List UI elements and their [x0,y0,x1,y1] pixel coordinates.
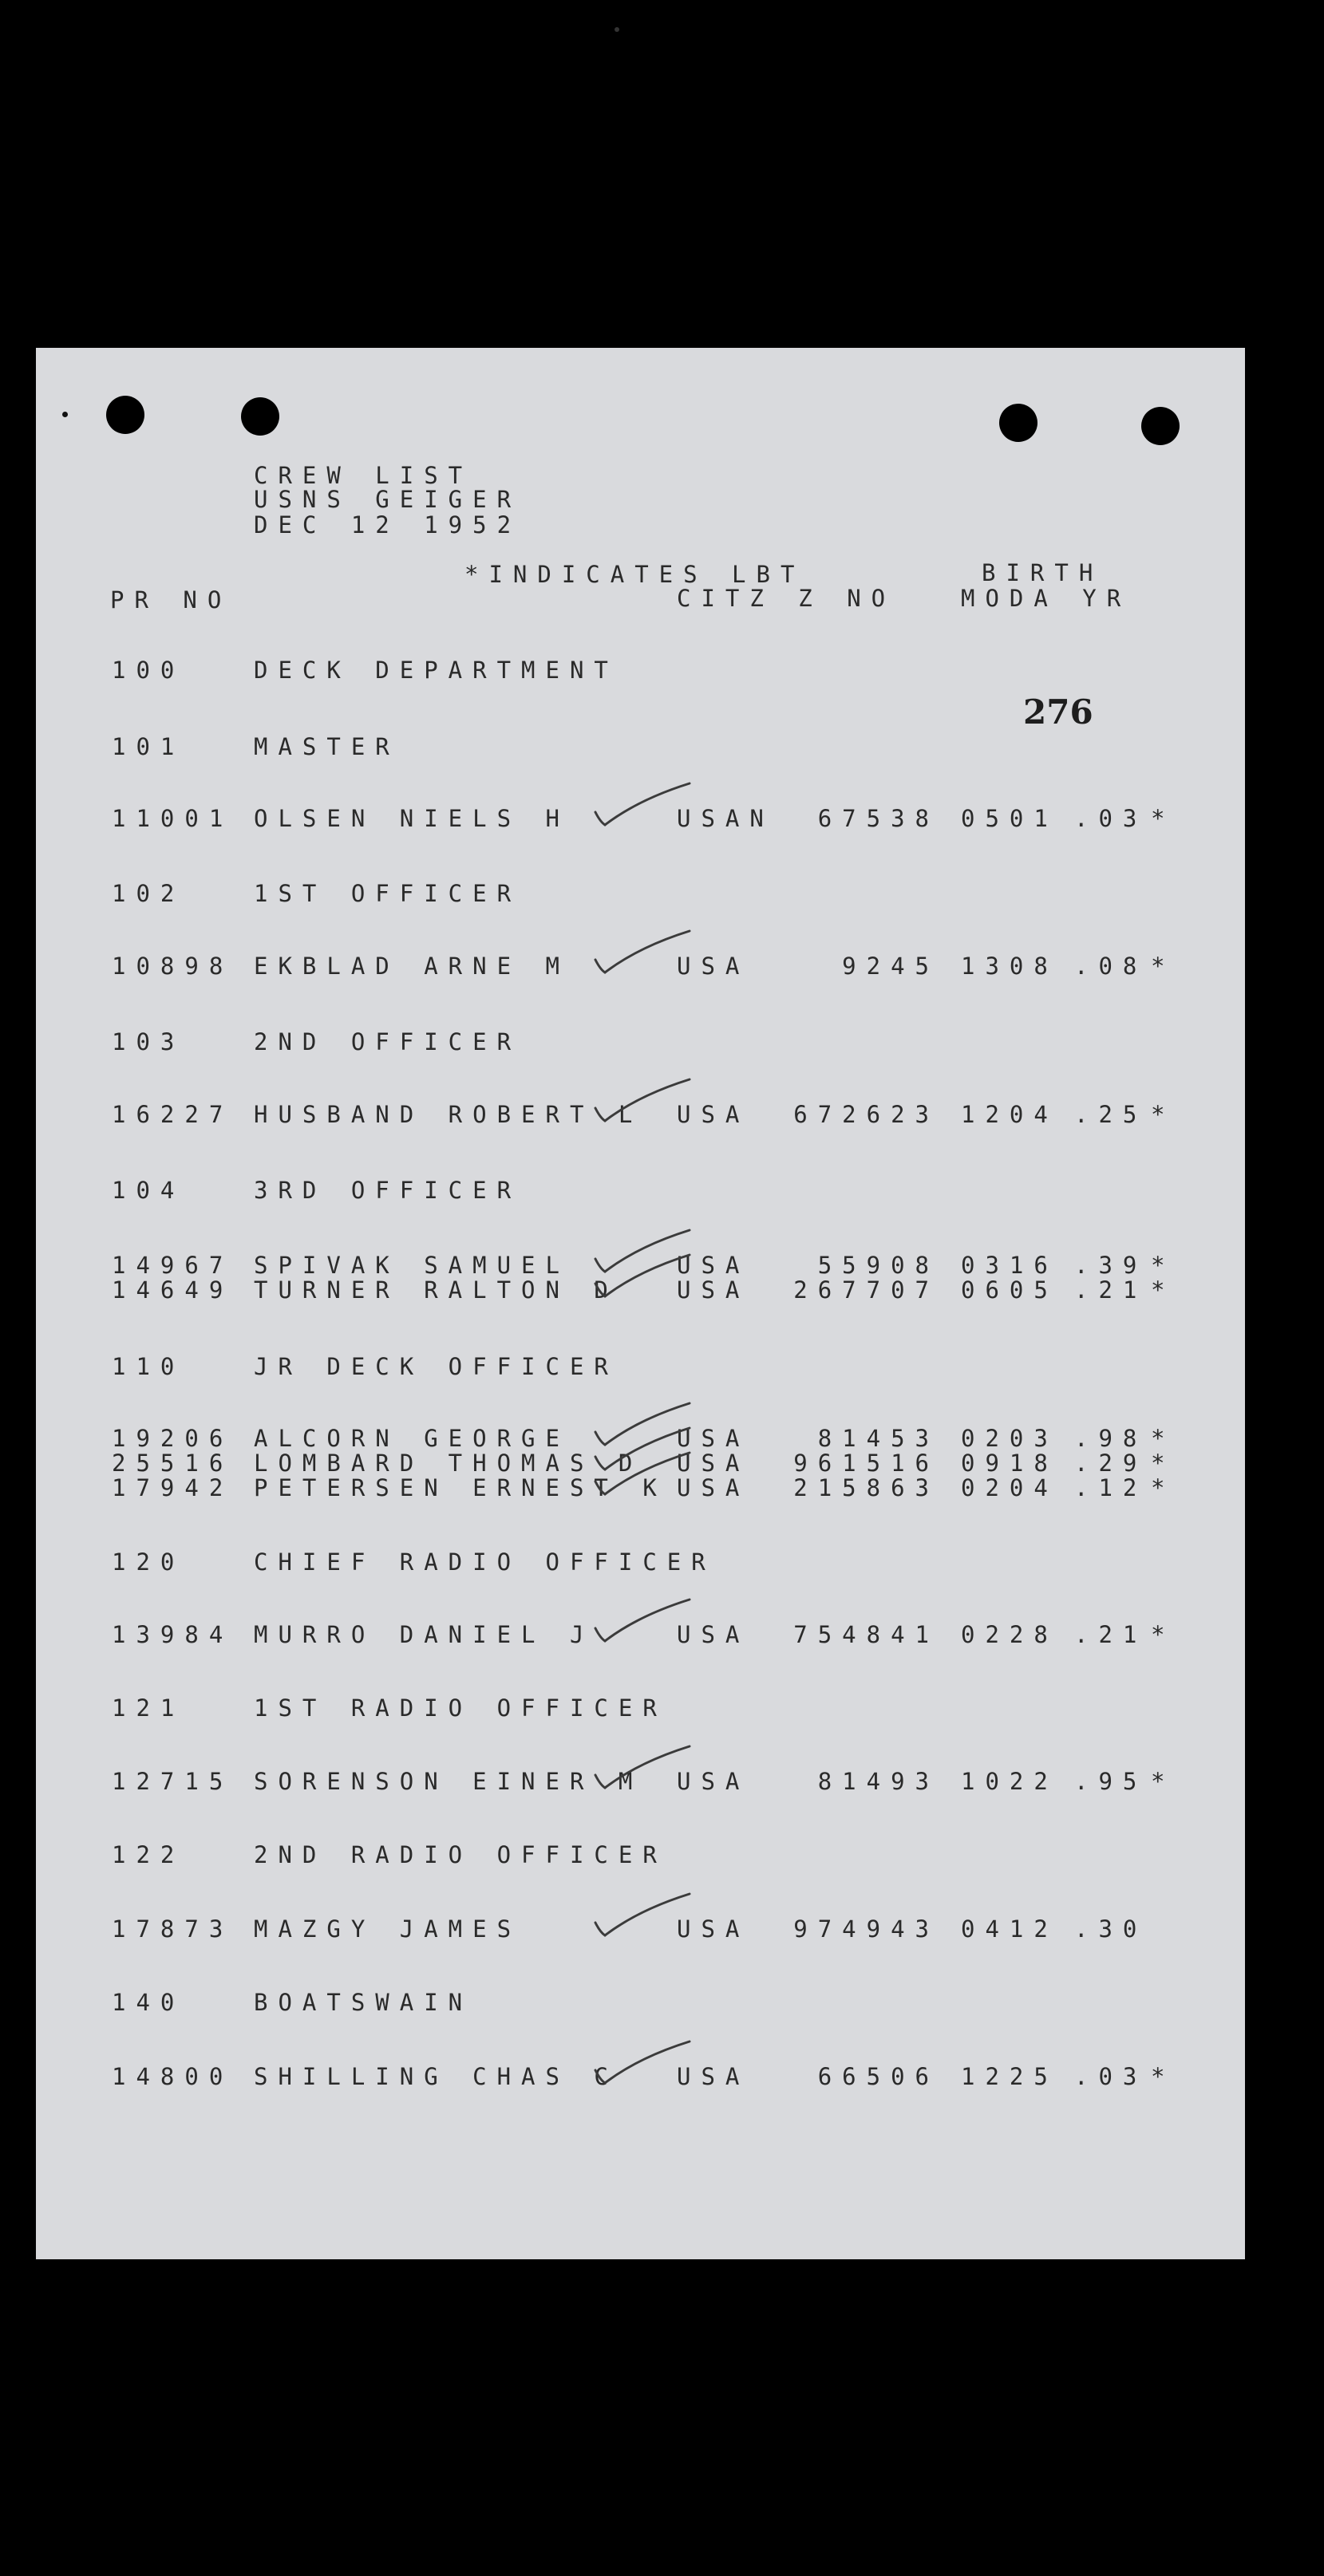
check-mark-icon [591,1743,694,1791]
document-title-line: CREW LIST [254,462,473,489]
pr-number: 13984 [112,1621,234,1648]
section-title: JR DECK OFFICER [254,1353,619,1380]
check-mark-icon [591,1450,694,1497]
punch-hole [106,396,144,434]
pr-number: 14649 [112,1276,234,1304]
section-code: 140 [112,1989,185,2016]
z-number: 974943 [793,1915,939,1943]
column-header-pr-no: PR NO [110,586,232,613]
lbt-marker: * [1151,1474,1176,1501]
birth-year: .29 [1074,1450,1148,1477]
crew-name: SHILLING CHAS C [254,2063,619,2090]
lbt-marker: * [1151,1101,1176,1128]
citizenship: USA [677,1621,750,1648]
crew-name: PETERSEN ERNEST K [254,1474,667,1501]
birth-year: .98 [1074,1425,1148,1452]
pr-number: 16227 [112,1101,234,1128]
lbt-marker: * [1151,1276,1176,1304]
section-title: 2ND OFFICER [254,1028,522,1055]
birth-year: .25 [1074,1101,1148,1128]
birth-year: .03 [1074,805,1148,832]
crew-name: SORENSON EINER M [254,1768,643,1795]
pr-number: 14967 [112,1252,234,1279]
lbt-note: *INDICATES LBT [464,561,805,588]
pr-number: 12715 [112,1768,234,1795]
birth-year: .95 [1074,1768,1148,1795]
z-number: 961516 [793,1450,939,1477]
z-number: 672623 [793,1101,939,1128]
z-number: 55908 [817,1252,939,1279]
birth-year: .30 [1074,1915,1148,1943]
section-code: 104 [112,1177,185,1204]
section-title: DECK DEPARTMENT [254,657,619,684]
punch-hole [241,397,279,436]
ink-speck [615,27,619,32]
section-code: 103 [112,1028,185,1055]
section-title: 2ND RADIO OFFICER [254,1841,667,1868]
page-number: 276 [1023,692,1093,732]
birth-moda: 0316 [961,1252,1058,1279]
crew-name: MAZGY JAMES [254,1915,522,1943]
citizenship: USA [677,2063,750,2090]
birth-moda: 0918 [961,1450,1058,1477]
section-code: 100 [112,657,185,684]
crew-name: EKBLAD ARNE M [254,953,570,980]
section-code: 101 [112,733,185,760]
section-code: 121 [112,1694,185,1722]
z-number: 81493 [817,1768,939,1795]
z-number: 754841 [793,1621,939,1648]
pr-number: 11001 [112,805,234,832]
birth-moda: 0204 [961,1474,1058,1501]
column-header-moda-yr: MODA YR [961,585,1132,612]
lbt-marker: * [1151,953,1176,980]
ink-speck [62,412,68,417]
birth-moda: 1022 [961,1768,1058,1795]
birth-moda: 1308 [961,953,1058,980]
birth-year: .21 [1074,1621,1148,1648]
column-header-citz: CITZ Z NO [677,585,896,612]
birth-year: .03 [1074,2063,1148,2090]
citizenship: USA [677,1915,750,1943]
citizenship: USA [677,1768,750,1795]
check-mark-icon [591,1076,694,1124]
birth-moda: 0203 [961,1425,1058,1452]
section-title: 3RD OFFICER [254,1177,522,1204]
crew-name: ALCORN GEORGE [254,1425,570,1452]
birth-moda: 1225 [961,2063,1058,2090]
citizenship: USA [677,1276,750,1304]
pr-number: 19206 [112,1425,234,1452]
pr-number: 10898 [112,953,234,980]
pr-number: 14800 [112,2063,234,2090]
z-number: 81453 [817,1425,939,1452]
birth-year: .08 [1074,953,1148,980]
z-number: 215863 [793,1474,939,1501]
section-title: 1ST OFFICER [254,880,522,907]
birth-label: BIRTH [982,559,1104,586]
z-number: 67538 [817,805,939,832]
crew-name: TURNER RALTON D [254,1276,619,1304]
section-code: 110 [112,1353,185,1380]
citizenship: USA [677,953,750,980]
birth-year: .21 [1074,1276,1148,1304]
check-mark-icon [591,1596,694,1644]
lbt-marker: * [1151,1252,1176,1279]
crew-name: SPIVAK SAMUEL [254,1252,570,1279]
crew-name: HUSBAND ROBERT L [254,1101,643,1128]
section-title: MASTER [254,733,400,760]
citizenship: USA [677,1101,750,1128]
section-title: 1ST RADIO OFFICER [254,1694,667,1722]
check-mark-icon [591,928,694,976]
birth-year: .39 [1074,1252,1148,1279]
z-number: 267707 [793,1276,939,1304]
crew-name: OLSEN NIELS H [254,805,570,832]
lbt-marker: * [1151,1425,1176,1452]
birth-moda: 1204 [961,1101,1058,1128]
lbt-marker: * [1151,2063,1176,2090]
document-title-line: DEC 12 1952 [254,511,522,538]
pr-number: 17873 [112,1915,234,1943]
check-mark-icon [591,1252,694,1300]
check-mark-icon [591,780,694,828]
section-title: BOATSWAIN [254,1989,473,2016]
document-title-line: USNS GEIGER [254,486,522,513]
z-number: 66506 [817,2063,939,2090]
citizenship: USA [677,1474,750,1501]
pr-number: 17942 [112,1474,234,1501]
punch-hole [1141,407,1180,445]
z-number: 9245 [842,953,939,980]
crew-name: LOMBARD THOMAS D [254,1450,643,1477]
lbt-marker: * [1151,1621,1176,1648]
section-code: 102 [112,880,185,907]
birth-moda: 0605 [961,1276,1058,1304]
section-title: CHIEF RADIO OFFICER [254,1548,716,1576]
birth-moda: 0501 [961,805,1058,832]
birth-moda: 0412 [961,1915,1058,1943]
citizenship: USAN [677,805,774,832]
check-mark-icon [591,1891,694,1939]
lbt-marker: * [1151,1768,1176,1795]
document-page [36,348,1245,2259]
crew-name: MURRO DANIEL J [254,1621,595,1648]
citizenship: USA [677,1425,750,1452]
lbt-marker: * [1151,1450,1176,1477]
punch-hole [999,404,1037,442]
section-code: 122 [112,1841,185,1868]
lbt-marker: * [1151,805,1176,832]
citizenship: USA [677,1450,750,1477]
citizenship: USA [677,1252,750,1279]
pr-number: 25516 [112,1450,234,1477]
birth-year: .12 [1074,1474,1148,1501]
section-code: 120 [112,1548,185,1576]
check-mark-icon [591,2038,694,2086]
birth-moda: 0228 [961,1621,1058,1648]
